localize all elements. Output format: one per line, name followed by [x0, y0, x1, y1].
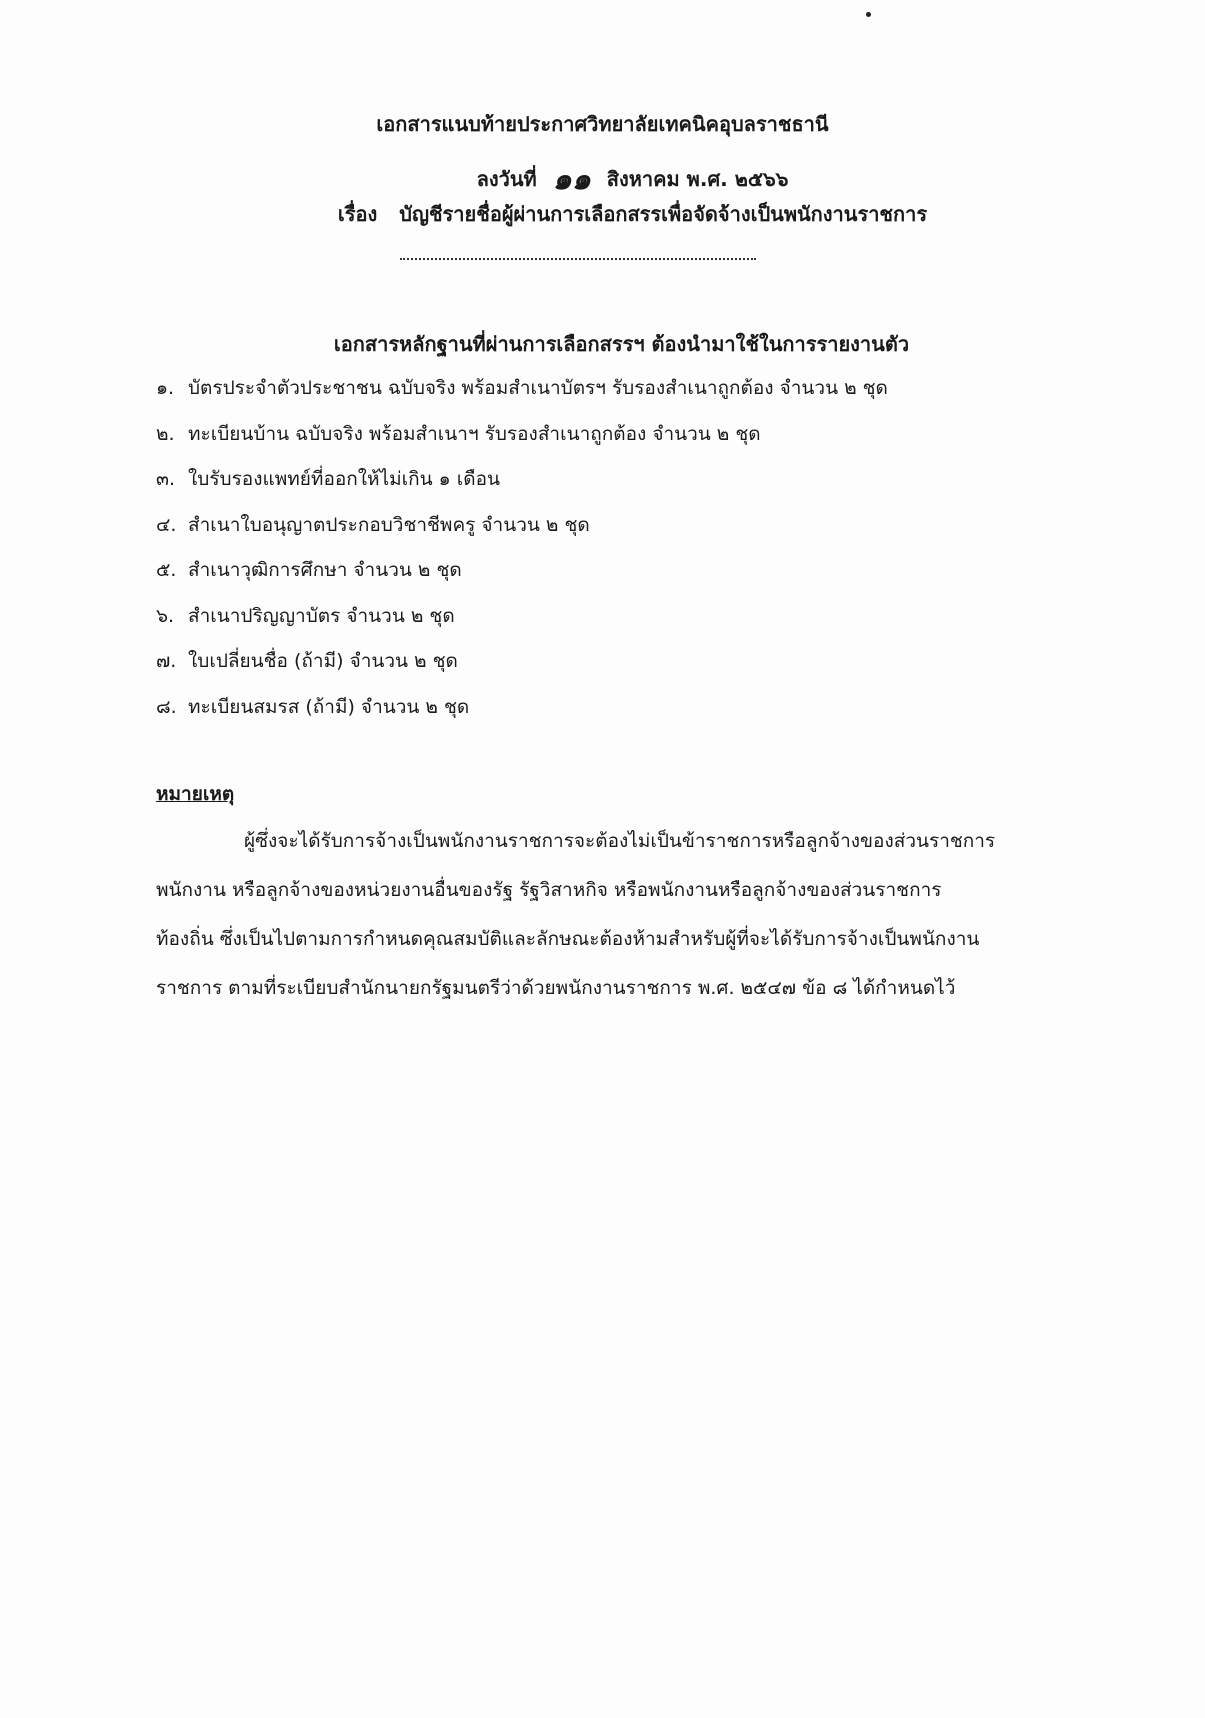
remark-line: พนักงาน หรือลูกจ้างของหน่วยงานอื่นของรัฐ รัฐวิสาหกิจ หรือพนักงานหรือลูกจ้างของส่วนราชการ [156, 879, 942, 901]
date-rest: สิงหาคม พ.ศ. ๒๕๖๖ [606, 167, 789, 191]
list-item [156, 555, 1056, 601]
documents-title [0, 328, 1205, 360]
subject-text: บัญชีรายชื่อผู้ผ่านการเลือกสรรเพื่อจัดจ้างเป็นพนักงานราชการ [399, 202, 928, 226]
date-day: ๑๑ [552, 162, 591, 197]
date-prefix: ลงวันที่ [476, 167, 537, 191]
remark-line: ราชการ ตามที่ระเบียบสำนักนายกรัฐมนตรีว่าด้วยพนักงานราชการ พ.ศ. ๒๕๔๗ ข้อ ๘ ได้กำหนดไว้ [156, 977, 956, 999]
list-item-number: ๘. [156, 695, 177, 718]
list-item-number: ๒. [156, 422, 175, 445]
required-documents-list [156, 373, 1056, 737]
remark-line: ผู้ซึ่งจะได้รับการจ้างเป็นพนักงานราชการจะต้องไม่เป็นข้าราชการหรือลูกจ้างของส่วนราชการ [244, 830, 996, 852]
list-item [156, 646, 1056, 692]
subject-label: เรื่อง [337, 202, 378, 226]
announcement-subject [30, 198, 1205, 230]
remark-heading: หมายเหตุ [156, 783, 235, 805]
list-item-text: สำเนาวุฒิการศึกษา จำนวน ๒ ชุด [188, 559, 462, 581]
list-item-text: บัตรประจำตัวประชาชน ฉบับจริง พร้อมสำเนาบัตรฯ รับรองสำเนาถูกต้อง จำนวน ๒ ชุด [188, 377, 888, 399]
list-item-text: ทะเบียนสมรส (ถ้ามี) จำนวน ๒ ชุด [188, 695, 470, 718]
scan-speck [866, 12, 871, 17]
list-item [156, 692, 1056, 738]
list-item-text: ทะเบียนบ้าน ฉบับจริง พร้อมสำเนาฯ รับรองสำเนาถูกต้อง จำนวน ๒ ชุด [188, 422, 761, 445]
list-item-number: ๑. [156, 377, 175, 399]
announcement-date [30, 156, 1205, 203]
list-item-number: ๗. [156, 650, 177, 672]
documents-title-text: เอกสารหลักฐานที่ผ่านการเลือกสรรฯ ต้องนำมาใช้ในการรายงานตัว [333, 332, 910, 356]
list-item-text: สำเนาปริญญาบัตร จำนวน ๒ ชุด [188, 604, 455, 627]
list-item-number: ๖. [156, 604, 175, 627]
list-item [156, 601, 1056, 647]
announcement-title [0, 108, 1205, 140]
list-item-text: สำเนาใบอนุญาตประกอบวิชาชีพครู จำนวน ๒ ชุด [188, 513, 590, 536]
list-item [156, 373, 1056, 419]
list-item [156, 419, 1056, 465]
remark-paragraph [156, 826, 1056, 1022]
list-item-number: ๔. [156, 513, 177, 536]
announcement-title-text: เอกสารแนบท้ายประกาศวิทยาลัยเทคนิคอุบลราชธานี [376, 112, 829, 136]
dotted-divider [400, 248, 756, 260]
list-item-number: ๕. [156, 559, 177, 581]
list-item [156, 464, 1056, 510]
list-item-text: ใบรับรองแพทย์ที่ออกให้ไม่เกิน ๑ เดือน [188, 468, 501, 490]
list-item [156, 510, 1056, 556]
remark-line: ท้องถิ่น ซึ่งเป็นไปตามการกำหนดคุณสมบัติและลักษณะต้องห้ามสำหรับผู้ที่จะได้รับการจ้างเป็นพนักงาน [156, 928, 980, 950]
list-item-number: ๓. [156, 468, 176, 490]
list-item-text: ใบเปลี่ยนชื่อ (ถ้ามี) จำนวน ๒ ชุด [188, 650, 458, 672]
